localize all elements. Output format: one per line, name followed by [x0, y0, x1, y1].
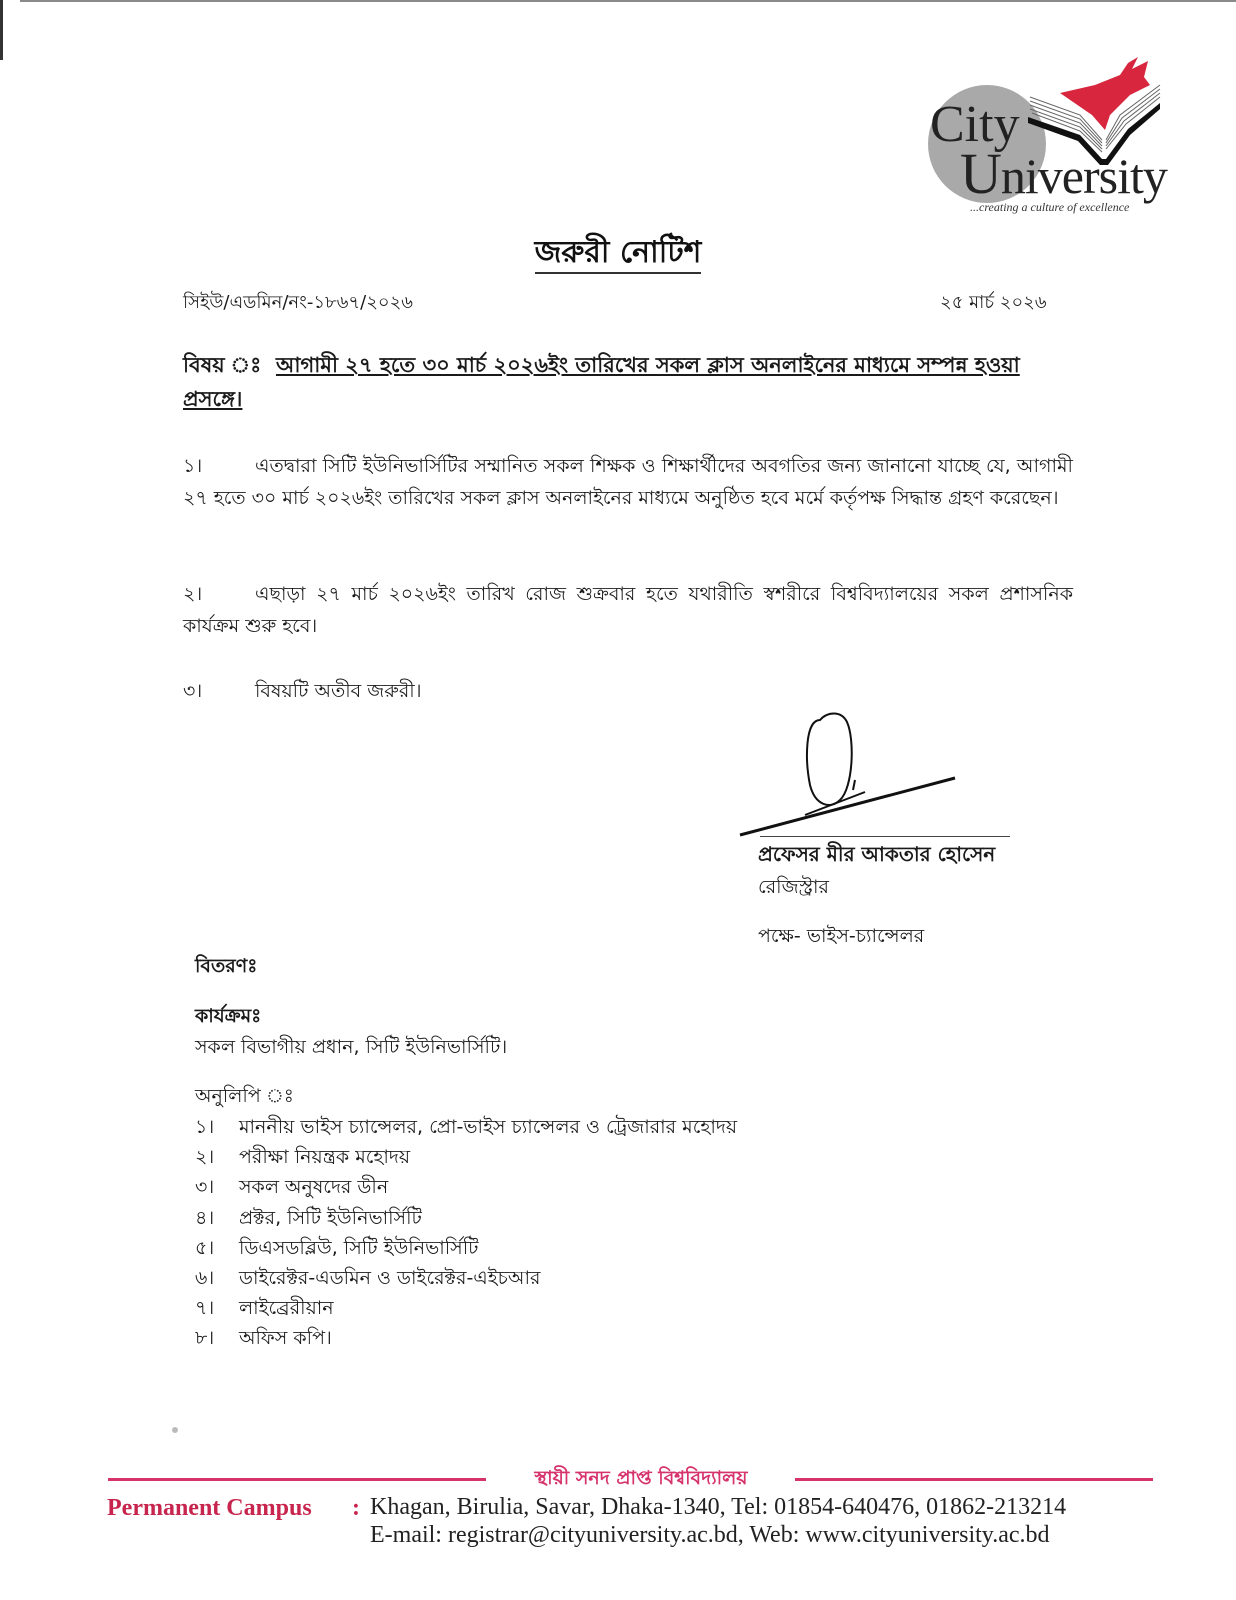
reference-number: সিইউ/এডমিন/নং-১৮৬৭/২০২৬: [183, 292, 414, 313]
signer-name: প্রফেসর মীর আকতার হোসেন: [758, 842, 996, 866]
subject-label: বিষয় ঃ: [183, 353, 262, 377]
logo-tagline: ...creating a culture of excellence: [970, 200, 1130, 214]
copy-item: [195, 1172, 737, 1202]
logo-city-text: City: [930, 96, 1020, 153]
signer-on-behalf: পক্ষে- ভাইস-চ্যান্সেলর: [758, 925, 925, 947]
paragraph-text: এছাড়া ২৭ মার্চ ২০২৬ইং তারিখ রোজ শুক্রবার হতে যথারীতি স্বশরীরে বিশ্ববিদ্যালয়ের সকল প্রশাসনিক কার্যক্রম শুরু হবে।: [183, 583, 1073, 637]
copy-item-number: ৩।: [195, 1176, 215, 1199]
city-university-logo: [920, 55, 1180, 225]
footer-colon: :: [352, 1495, 360, 1521]
action-text: সকল বিভাগীয় প্রধান, সিটি ইউনিভার্সিটি।: [195, 1036, 508, 1058]
paragraph-1: [183, 450, 1073, 514]
copy-item-number: ৬।: [195, 1267, 215, 1290]
footer-motto: স্থায়ী সনদ প্রাপ্ত বিশ্ববিদ্যালয়: [534, 1467, 748, 1489]
notice-title: [0, 228, 1236, 279]
copy-item-text: পরীক্ষা নিয়ন্ত্রক মহোদয়: [239, 1146, 411, 1169]
copy-item-number: ২।: [195, 1146, 215, 1169]
footer-campus-label: Permanent Campus: [107, 1495, 312, 1521]
handwritten-signature: [735, 700, 975, 840]
footer-rule-right: [795, 1478, 1153, 1481]
paragraph-number: ৩।: [183, 680, 203, 702]
copy-item-number: ৫।: [195, 1236, 215, 1259]
logo-university-initial: U: [960, 141, 1001, 206]
copy-item: [195, 1323, 737, 1353]
notice-title-text: জরুরী নোটিশ: [535, 235, 702, 274]
signature-line: [760, 836, 1010, 837]
paragraph-2: [183, 578, 1073, 642]
copy-list: [195, 1112, 737, 1354]
logo-university-rest: niversity: [1000, 148, 1167, 204]
copy-item-number: ৮।: [195, 1327, 215, 1350]
copy-item-text: অফিস কপি।: [239, 1327, 332, 1350]
copy-item: [195, 1263, 737, 1293]
copy-heading: অনুলিপি ঃ: [195, 1085, 294, 1107]
notice-date: ২৫ মার্চ ২০২৬: [940, 292, 1047, 313]
copy-item-number: ১।: [195, 1116, 215, 1138]
copy-item-text: ডিএসডব্লিউ, সিটি ইউনিভার্সিটি: [239, 1236, 479, 1259]
footer-rule-left: [108, 1478, 486, 1481]
footer-address: Khagan, Birulia, Savar, Dhaka-1340, Tel: 01854-640476, 01862-213214: [370, 1494, 1067, 1520]
subject-line: [183, 348, 1083, 416]
paragraph-text: বিষয়টি অতীব জরুরী।: [255, 680, 422, 702]
copy-item: [195, 1142, 737, 1172]
copy-item: [195, 1112, 737, 1142]
paragraph-number: ২।: [183, 583, 203, 605]
scan-top-edge: [20, 0, 1236, 2]
copy-item-number: ৭।: [195, 1297, 215, 1320]
copy-item: [195, 1233, 737, 1263]
copy-item-text: ডাইরেক্টর-এডমিন ও ডাইরেক্টর-এইচআর: [239, 1267, 541, 1290]
distribution-heading: বিতরণঃ: [195, 955, 258, 977]
signer-designation: রেজিস্ট্রার: [758, 876, 829, 898]
copy-item: [195, 1293, 737, 1323]
paragraph-number: ১।: [183, 455, 203, 477]
copy-item: [195, 1203, 737, 1233]
logo-university-text: [960, 141, 1167, 206]
action-heading: কার্যক্রমঃ: [195, 1005, 262, 1027]
footer-contact: E-mail: registrar@cityuniversity.ac.bd, Web: www.cityuniversity.ac.bd: [370, 1522, 1050, 1548]
scan-speck: [172, 1427, 178, 1433]
scan-left-edge: [0, 0, 3, 60]
subject-text: আগামী ২৭ হতে ৩০ মার্চ ২০২৬ইং তারিখের সকল ক্লাস অনলাইনের মাধ্যমে সম্পন্ন হওয়া প্রসঙ্গে।: [183, 353, 1020, 411]
paragraph-text: এতদ্বারা সিটি ইউনিভার্সিটির সম্মানিত সকল শিক্ষক ও শিক্ষার্থীদের অবগতির জন্য জানানো যাচ্ছে যে, আগামী ২৭ হতে ৩০ মার্চ ২০২৬ইং তারিখের সকল ক্লাস অনলাইনের মাধ্যমে অনুষ্ঠিত হবে মর্মে কর্তৃপক্ষ সিদ্ধান্ত গ্রহণ করেছেন।: [183, 455, 1073, 509]
copy-item-text: মাননীয় ভাইস চ্যান্সেলর, প্রো-ভাইস চ্যান্সেলর ও ট্রেজারার মহোদয়: [239, 1116, 738, 1138]
copy-item-text: সকল অনুষদের ডীন: [239, 1176, 389, 1199]
copy-item-number: ৪।: [195, 1206, 215, 1229]
copy-item-text: প্রক্টর, সিটি ইউনিভার্সিটি: [239, 1206, 422, 1229]
copy-item-text: লাইব্রেরীয়ান: [239, 1297, 334, 1320]
